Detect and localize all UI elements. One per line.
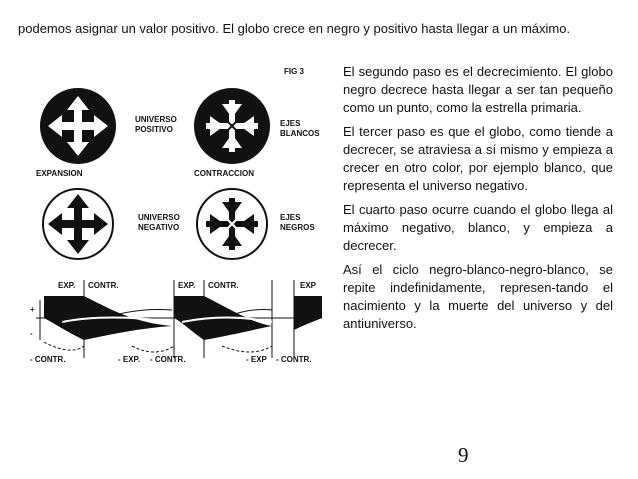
paragraph-1: El segundo paso es el decrecimiento. El globo negro decrece hasta llegar a ser tan pequeño como un punto, como la estrella primaria. <box>343 64 613 115</box>
wave-top-label-3: EXP. <box>178 281 196 290</box>
universo-negativo-label-2: NEGATIVO <box>138 223 180 232</box>
expansion-symbol-icon <box>40 88 116 164</box>
wave-bottom-label-2: - EXP. <box>118 355 141 364</box>
paragraph-3: El cuarto paso ocurre cuando el globo llega al máximo negativo, blanco, y empieza a decrecer. <box>343 202 613 253</box>
wave-top-label-2: CONTR. <box>88 281 119 290</box>
ejes-negros-label-1: EJES <box>280 213 301 222</box>
minus-sign: - <box>30 329 33 338</box>
ejes-blancos-label-1: EJES <box>280 119 301 128</box>
universo-negativo-label-1: UNIVERSO <box>138 213 180 222</box>
wave-diagram <box>30 280 322 364</box>
figure-3 <box>22 60 332 380</box>
ejes-blancos-label-2: BLANCOS <box>280 129 320 138</box>
ejes-negros-label-2: NEGROS <box>280 223 315 232</box>
universo-positivo-label-2: POSITIVO <box>135 125 173 134</box>
figure-title: FIG 3 <box>284 67 305 76</box>
contraccion-label: CONTRACCION <box>194 169 254 178</box>
universo-negativo-symbol-icon <box>43 189 113 259</box>
universo-positivo-label-1: UNIVERSO <box>135 115 177 124</box>
wave-bottom-label-4: - EXP <box>246 355 267 364</box>
paragraph-4: Así el ciclo negro-blanco-negro-blanco, se repite indefinidamente, represen-tando el nacimiento y la muerte del universo y del antiuniverso. <box>343 262 613 331</box>
text-column <box>343 63 613 339</box>
expansion-label: EXPANSION <box>36 169 83 178</box>
wave-top-label-4: CONTR. <box>208 281 239 290</box>
plus-sign: + <box>30 305 35 314</box>
figure-svg <box>22 60 332 380</box>
wave-top-label-1: EXP. <box>58 281 76 290</box>
wave-bottom-label-1: - CONTR. <box>30 355 66 364</box>
intro-paragraph: podemos asignar un valor positivo. El globo crece en negro y positivo hasta llegar a un máximo. <box>18 21 571 36</box>
ejes-negros-symbol-icon <box>197 189 267 259</box>
contraction-symbol-icon <box>194 88 270 164</box>
paragraph-2: El tercer paso es que el globo, como tiende a decrecer, se atraviesa a sí mismo y empieza a crecer en otro color, por ejemplo blanco, que representa el universo negativo. <box>343 124 613 193</box>
wave-bottom-label-5: - CONTR. <box>276 355 312 364</box>
wave-top-label-5: EXP <box>300 281 317 290</box>
page-number: 9 <box>458 443 469 467</box>
wave-bottom-label-3: - CONTR. <box>150 355 186 364</box>
